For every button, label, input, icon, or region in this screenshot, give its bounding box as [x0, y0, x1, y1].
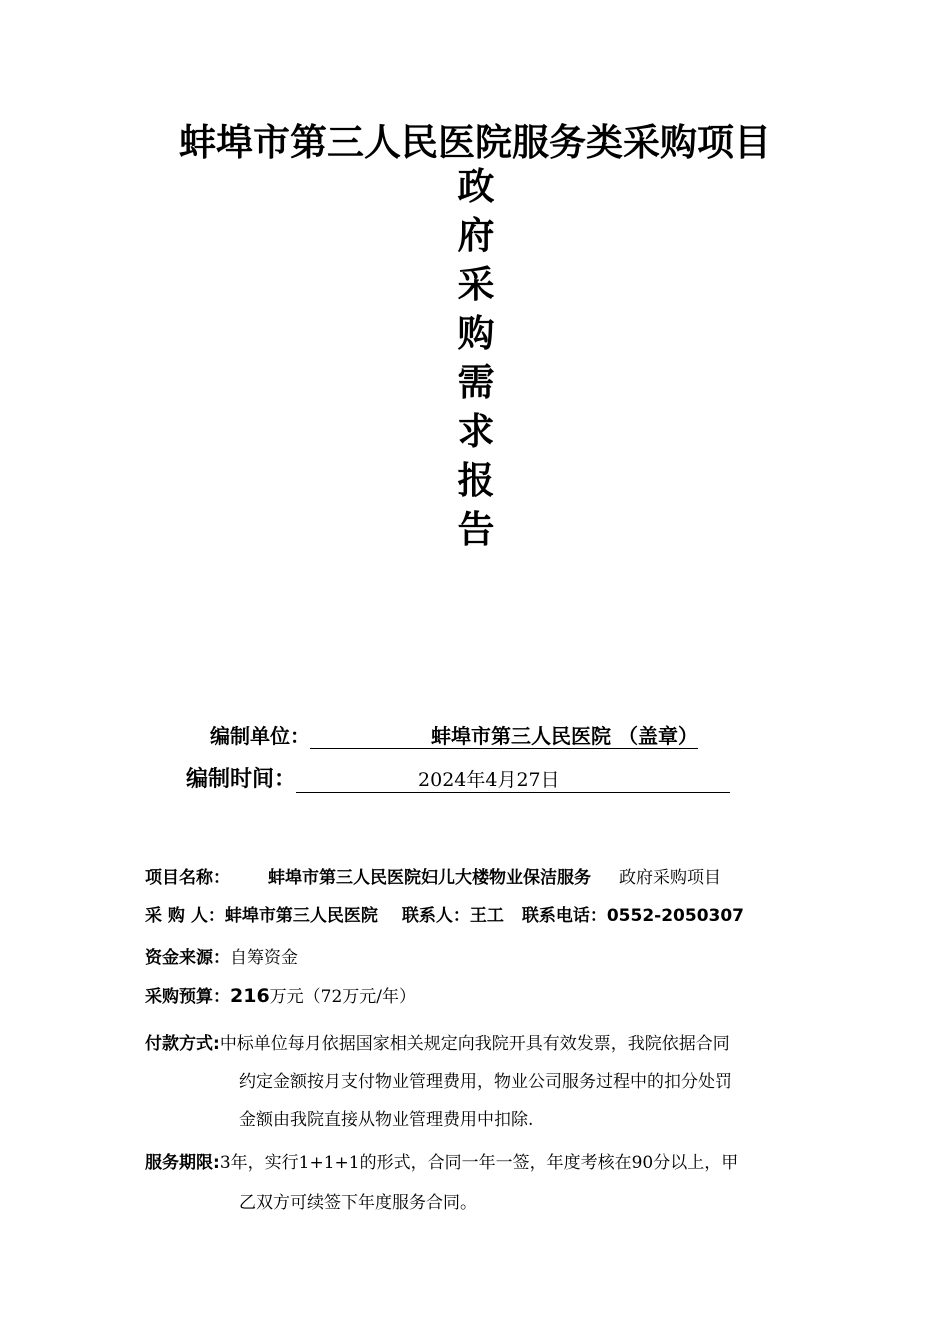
document-title: 蚌埠市第三人民医院服务类采购项目 — [179, 120, 771, 164]
payment-line: 金额由我院直接从物业管理费用中扣除. — [239, 1110, 534, 1130]
compile-unit-row — [210, 720, 698, 749]
project-name-row — [145, 866, 810, 890]
contact-label: 联系人： — [401, 906, 470, 926]
vertical-title-char: 购 — [457, 311, 495, 355]
buyer-label: 采 购 人： — [145, 906, 225, 926]
payment-line: 中标单位每月依据国家相关规定向我院开具有效发票，我院依据合同 — [219, 1034, 730, 1054]
fund-label: 资金来源： — [145, 948, 230, 968]
project-name-suffix: 政府采购项目 — [619, 868, 721, 888]
period-line: 3年，实行1+1+1的形式，合同一年一签，年度考核在90分以上，甲 — [219, 1153, 739, 1173]
vertical-title-char: 政 — [457, 164, 495, 208]
vertical-title-char: 府 — [457, 213, 495, 257]
budget-label: 采购预算： — [145, 987, 230, 1007]
compile-time-label: 编制时间： — [186, 767, 297, 792]
phone-label: 联系电话： — [521, 906, 607, 926]
payment-label: 付款方式: — [145, 1034, 220, 1054]
payment-block — [145, 1025, 810, 1139]
budget-row — [145, 984, 810, 1009]
vertical-title-char: 需 — [457, 360, 495, 404]
vertical-title-char: 报 — [457, 458, 495, 502]
fund-row — [145, 946, 810, 970]
contact-value: 王工 — [469, 906, 504, 926]
vertical-title-char: 告 — [457, 507, 495, 551]
fund-value: 自筹资金 — [230, 948, 298, 968]
vertical-title — [452, 162, 500, 554]
period-block — [145, 1143, 810, 1223]
buyer-row — [145, 904, 810, 928]
compile-unit-label: 编制单位： — [210, 724, 310, 748]
buyer-value: 蚌埠市第三人民医院 — [224, 906, 378, 926]
period-line: 乙双方可续签下年度服务合同。 — [239, 1193, 477, 1213]
vertical-title-char: 求 — [457, 409, 495, 453]
compile-time-value: 2024年4月27日 — [296, 768, 730, 793]
project-name-value: 蚌埠市第三人民医院妇儿大楼物业保洁服务 — [268, 868, 591, 888]
compile-unit-value: 蚌埠市第三人民医院 （盖章） — [310, 724, 698, 749]
budget-amount: 216 — [230, 985, 270, 1007]
period-label: 服务期限: — [145, 1153, 220, 1173]
project-name-label: 项目名称： — [145, 868, 230, 888]
payment-line: 约定金额按月支付物业管理费用，物业公司服务过程中的扣分处罚 — [239, 1072, 732, 1092]
compile-time-row — [186, 762, 730, 793]
budget-unit: 万元（72万元/年） — [269, 987, 417, 1007]
phone-value: 0552-2050307 — [606, 906, 745, 926]
vertical-title-char: 采 — [457, 262, 495, 306]
